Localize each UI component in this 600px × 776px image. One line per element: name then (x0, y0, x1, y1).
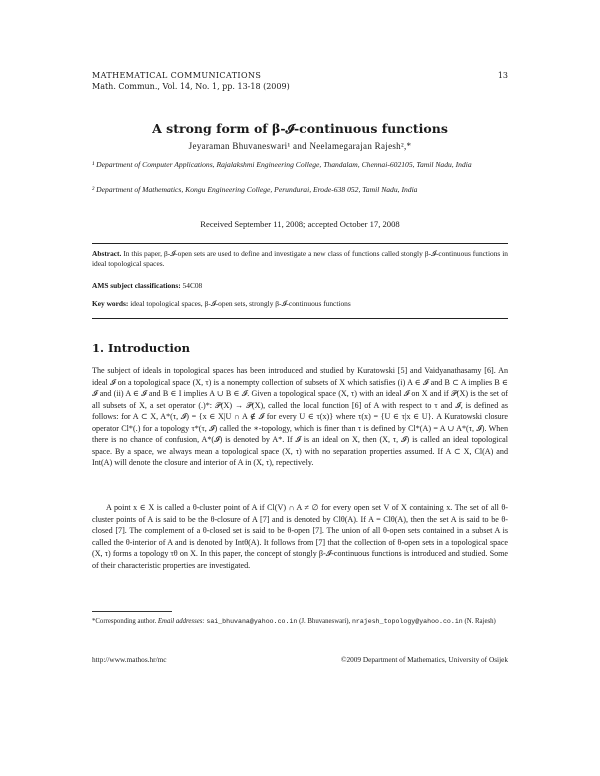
keywords (92, 299, 508, 309)
section-number: 1. (92, 341, 105, 355)
email-2-name: (N. Rajesh) (464, 618, 496, 625)
divider-bottom (92, 318, 508, 319)
copyright: ©2009 Department of Mathematics, University of Osijek (340, 655, 508, 664)
received-dates: Received September 11, 2008; accepted October 17, 2008 (200, 219, 400, 229)
keywords-label: Key words: (92, 299, 129, 308)
journal-url[interactable]: http://www.mathos.hr/mc (92, 655, 167, 664)
ams-value: 54C08 (182, 281, 203, 290)
paragraph-1: The subject of ideals in topological spaces has been introduced and studied by Kuratowski [5] and Vaidyanathasamy [6]. An ideal 𝓘 on a topological space (X, τ) is a nonempty collection of subsets of X which satisfies (i) A ∈ 𝓘 and B ⊂ A implies B ∈ 𝓘 and (ii) A ∈ 𝓘 and B ∈ I implies A ∪ B ∈ 𝓘. Given a topological space (X, τ) with an ideal 𝓘 on X and if 𝒫(X) is the set of all subsets of X, a set operator (.)*: 𝒫(X) → 𝒫(X), called the local function [6] of A with respect to τ and 𝓘, is defined as follows: for A ⊂ X, A*(τ, 𝓘) = {x ∈ X|U ∩ A ∉ 𝓘 for every U ∈ τ(x)} where τ(x) = {U ∈ τ|x ∈ U}. A Kuratowski closure operator Cl*(.) for a topology τ*(τ, 𝓘) called the ∗-topology, which is finer than τ is defined by Cl*(A) = A ∪ A*(τ, 𝓘). When there is no chance of confusion, A*(𝓘) is denoted by A*. If 𝓘 is an ideal on X, then (X, τ, 𝓘) is called an ideal topological space. By a space, we always mean a topological space (X, τ) with no separation properties assumed. If A ⊂ X, Cl(A) and Int(A) will denote the closure and interior of A in (X, τ), repectively. (92, 366, 508, 467)
page-number: 13 (497, 71, 508, 80)
running-header (92, 70, 508, 92)
footnote (92, 617, 508, 627)
email-1-name: (J. Bhuvaneswari), (299, 618, 351, 625)
journal-citation: Math. Commun., Vol. 14, No. 1, pp. 13-18 (2009) (92, 82, 290, 91)
paragraph-2: A point x ∈ X is called a θ-cluster point of A if Cl(V) ∩ A ≠ ∅ for every open set V of X containing x. The set of all θ-cluster points of A is said to be the θ-closure of A [7] and is denoted by Clθ(A). If A = Clθ(A), then the set A is said to be θ-closed [7]. The complement of a θ-closed set is said to be θ-open [7]. The union of all θ-open sets contained in a subset A is called the θ-interior of A and is denoted by Intθ(A). It follows from [7] that the collection of θ-open sets in a topological space (X, τ) forms a topology τθ on X. In this paper, the concept of stongly β-𝓘-continuous functions is introduced and studied. Some of their characteristic properties are investigated. (92, 503, 508, 570)
ams-classification (92, 281, 508, 291)
affiliation-2: ² Department of Mathematics, Kongu Engineering College, Perundurai, Erode-638 052, Tamil Nadu, India (92, 185, 418, 194)
section-title: Introduction (108, 341, 190, 355)
footnote-rule (92, 611, 172, 612)
email-2: nrajesh_topology@yahoo.co.in (351, 618, 463, 625)
abstract (92, 249, 508, 269)
footnote-label: Email addresses: (157, 618, 205, 625)
author-list: Jeyaraman Bhuvaneswari¹ and Neelamegarajan Rajesh²,* (188, 141, 412, 151)
affiliation-1: ¹ Department of Computer Applications, Rajalakshmi Engineering College, Thandalam, Chennai-602105, Tamil Nadu, India (92, 160, 472, 169)
paper-title: A strong form of β-𝓘-continuous functions (152, 121, 448, 136)
abstract-text: In this paper, β-𝓘-open sets are used to define and investigate a new class of functions called stongly β-𝓘-continuous functions in ideal topological spaces. (92, 249, 508, 268)
journal-name: MATHEMATICAL COMMUNICATIONS (92, 71, 262, 80)
footnote-prefix: *Corresponding author. (92, 618, 157, 625)
ams-label: AMS subject classifications: (92, 281, 181, 290)
email-1: sai_bhuvana@yahoo.co.in (206, 618, 298, 625)
abstract-label: Abstract. (92, 249, 122, 258)
section-heading (92, 341, 190, 355)
divider-top (92, 243, 508, 244)
keywords-value: ideal topological spaces, β-𝓘-open sets, strongly β-𝓘-continuous functions (130, 299, 351, 308)
